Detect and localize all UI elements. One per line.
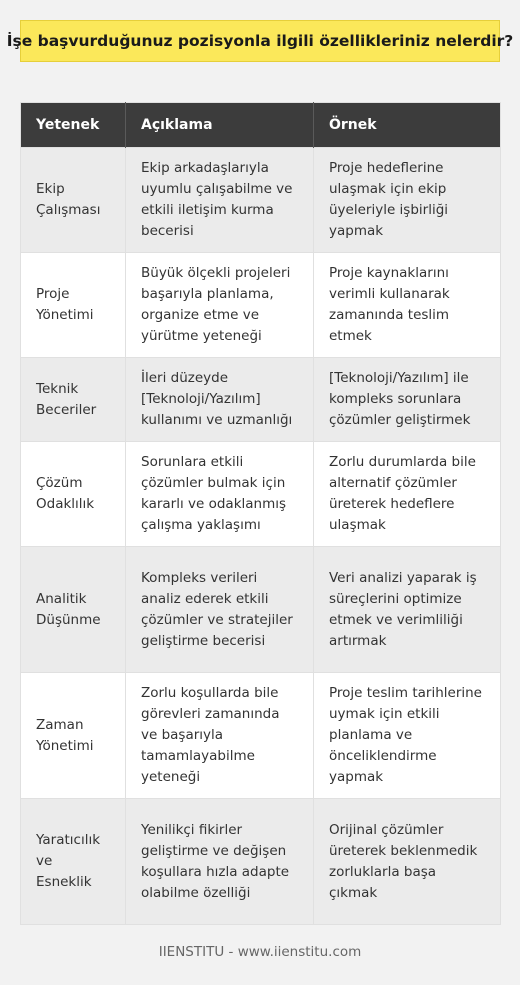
description-cell: Sorunlara etkili çözümler bulmak için kararlı ve odaklanmış çalışma yaklaşımı: [126, 442, 314, 547]
example-cell: Proje teslim tarihlerine uymak için etkili planlama ve önceliklendirme yapmak: [314, 673, 501, 799]
description-cell: Yenilikçi fikirler geliştirme ve değişen koşullara hızla adapte olabilme özelliği: [126, 799, 314, 925]
footer-credit: IIENSTITU - www.iienstitu.com: [158, 944, 362, 960]
description-cell: Kompleks verileri analiz ederek etkili çözümler ve stratejiler geliştirme becerisi: [126, 547, 314, 673]
description-cell: Büyük ölçekli projeleri başarıyla planlama, organize etme ve yürütme yeteneği: [126, 253, 314, 358]
table-header: [21, 103, 501, 148]
skills-table: [20, 102, 501, 925]
description-cell: İleri düzeyde [Teknoloji/Yazılım] kullanımı ve uzmanlığı: [126, 358, 314, 442]
example-cell: Zorlu durumlarda bile alternatif çözümler üreterek hedeflere ulaşmak: [314, 442, 501, 547]
question-banner: [6, 20, 514, 62]
table-row: [21, 673, 501, 799]
table-header-row: [21, 103, 501, 148]
skill-cell: Teknik Beceriler: [21, 358, 126, 442]
skill-cell: Çözüm Odaklılık: [21, 442, 126, 547]
table-row: [21, 442, 501, 547]
example-cell: Veri analizi yaparak iş süreçlerini optimize etmek ve verimliliği artırmak: [314, 547, 501, 673]
table-row: [21, 799, 501, 925]
skill-cell: Analitik Düşünme: [21, 547, 126, 673]
table-row: [21, 358, 501, 442]
skill-cell: Ekip Çalışması: [21, 148, 126, 253]
example-cell: Orijinal çözümler üreterek beklenmedik zorluklarla başa çıkmak: [314, 799, 501, 925]
description-cell: Ekip arkadaşlarıyla uyumlu çalışabilme ve etkili iletişim kurma becerisi: [126, 148, 314, 253]
example-cell: [Teknoloji/Yazılım] ile kompleks sorunlara çözümler geliştirmek: [314, 358, 501, 442]
header-description: Açıklama: [126, 103, 314, 148]
example-cell: Proje hedeflerine ulaşmak için ekip üyeleriyle işbirliği yapmak: [314, 148, 501, 253]
header-example: Örnek: [314, 103, 501, 148]
table-row: [21, 547, 501, 673]
table-row: [21, 253, 501, 358]
skill-cell: Proje Yönetimi: [21, 253, 126, 358]
skill-cell: Yaratıcılık ve Esneklik: [21, 799, 126, 925]
description-cell: Zorlu koşullarda bile görevleri zamanında ve başarıyla tamamlayabilme yeteneği: [126, 673, 314, 799]
table-body: [21, 148, 501, 925]
table-row: [21, 148, 501, 253]
question-title: İşe başvurduğunuz pozisyonla ilgili özellikleriniz nelerdir?: [6, 32, 514, 50]
skill-cell: Zaman Yönetimi: [21, 673, 126, 799]
example-cell: Proje kaynaklarını verimli kullanarak zamanında teslim etmek: [314, 253, 501, 358]
header-skill: Yetenek: [21, 103, 126, 148]
